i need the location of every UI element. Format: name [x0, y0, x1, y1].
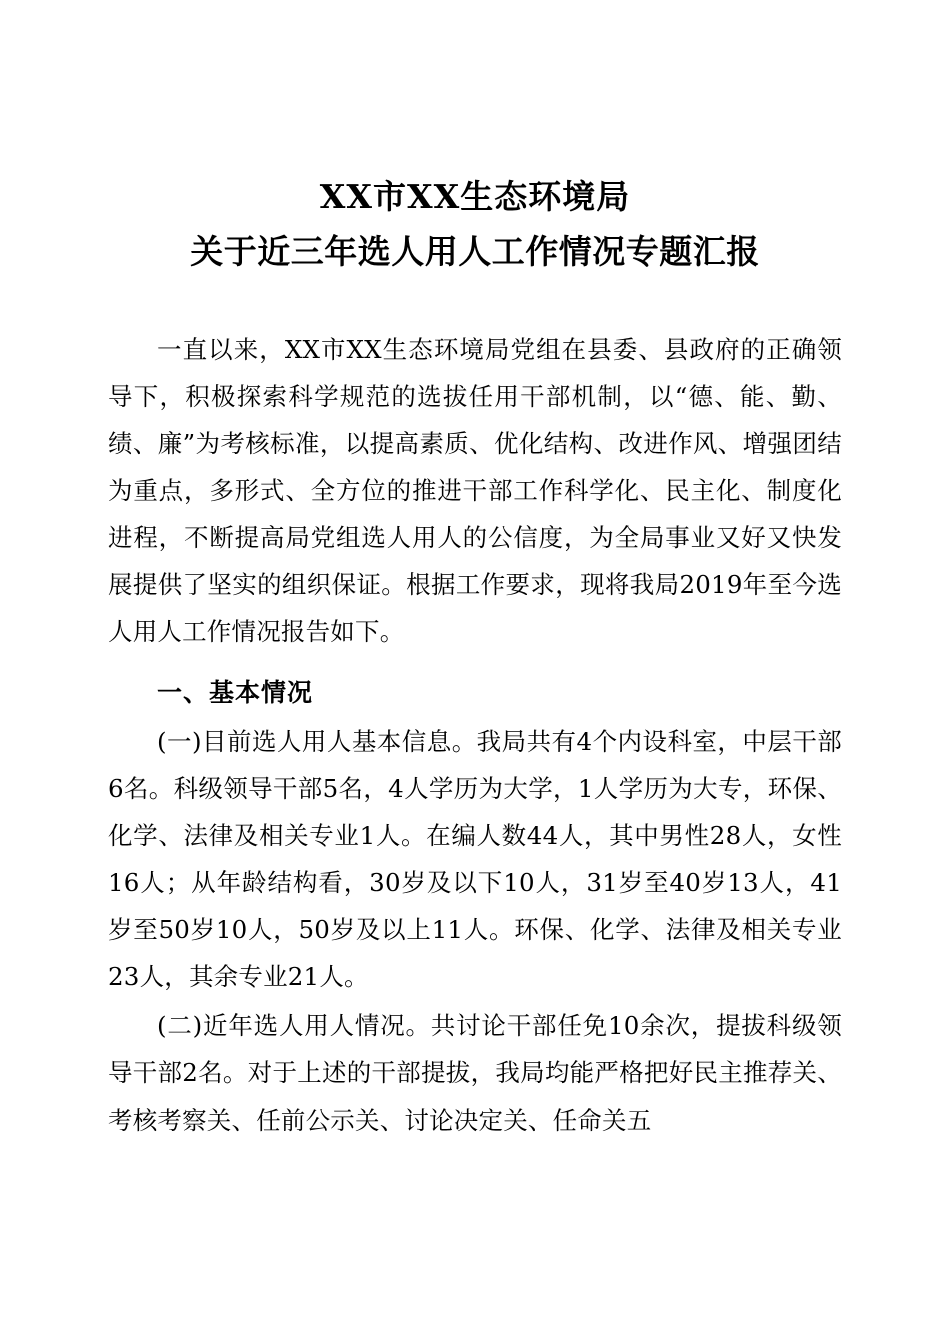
title-line-1: XX市XX生态环境局: [319, 177, 631, 216]
page-title: [108, 170, 842, 280]
section-one-paragraph-1: (一)目前选人用人基本信息。我局共有4个内设科室，中层干部6名。科级领导干部5名，4人学历为大学，1人学历为大专，环保、化学、法律及相关专业1人。在编人数44人，其中男性28人，女性16人；从年龄结构看，30岁及以下10人，31岁至40岁13人，41岁至50岁10人，50岁及以上11人。环保、化学、法律及相关专业23人，其余专业21人。: [108, 727, 842, 992]
section-one-paragraph-2: (二)近年选人用人情况。共讨论干部任免10余次，提拔科级领导干部2名。对于上述的干部提拔，我局均能严格把好民主推荐关、考核考察关、任前公示关、讨论决定关、任命关五: [108, 1011, 842, 1135]
section-heading-one: 一、基本情况: [157, 677, 314, 707]
intro-paragraph: 一直以来，XX市XX生态环境局党组在县委、县政府的正确领导下，积极探索科学规范的选拔任用干部机制，以“德、能、勤、绩、廉”为考核标准，以提高素质、优化结构、改进作风、增强团结为重点，多形式、全方位的推进干部工作科学化、民主化、制度化进程，不断提高局党组选人用人的公信度，为全局事业又好又快发展提供了坚实的组织保证。根据工作要求，现将我局2019年至今选人用人工作情况报告如下。: [108, 334, 842, 646]
section-one-body: [108, 718, 842, 1145]
title-line-2: 关于近三年选人用人工作情况专题汇报: [190, 231, 760, 271]
